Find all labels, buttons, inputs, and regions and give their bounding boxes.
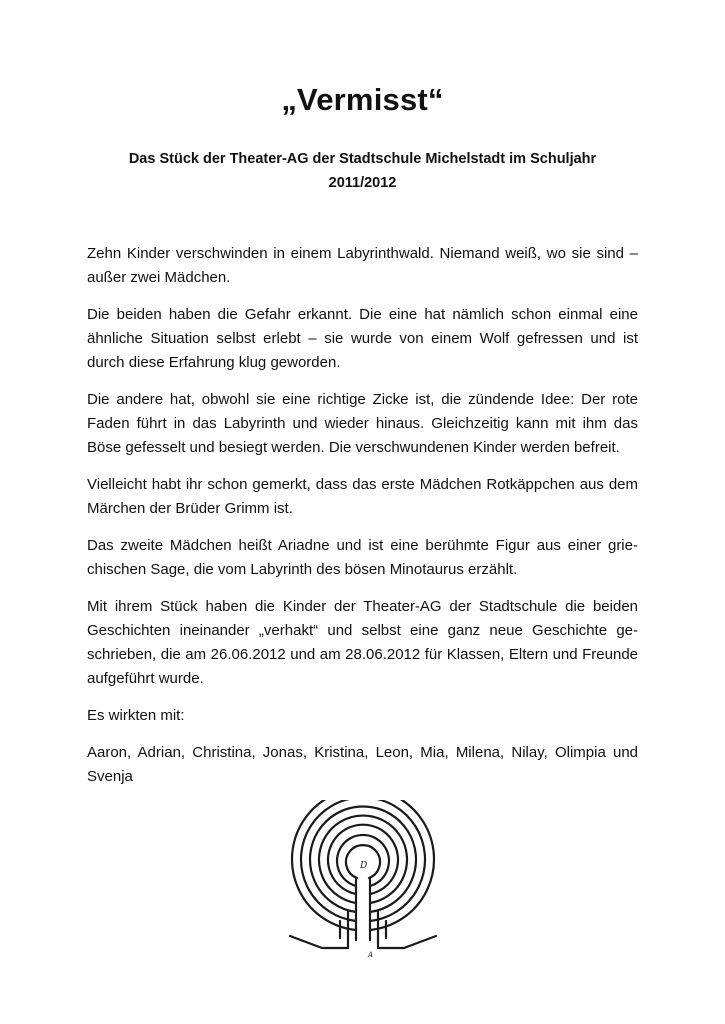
paragraph-ariadne: Das zweite Mädchen heißt Ariadne und ist eine berühmte Figur aus einer griechischen Sage, die vom Labyrinth des bösen Minotaurus erzählt. — [87, 537, 638, 578]
labyrinth-entrance-label: A — [368, 951, 374, 959]
paragraph-intro: Zehn Kinder verschwinden in einem Labyrinthwald. Niemand weiß, wo sie sind – außer zwei Mädchen. — [87, 245, 638, 286]
subtitle-line-1: Das Stück der Theater-AG der Stadtschule Michelstadt im Schuljahr — [128, 151, 597, 167]
paragraph-performance: Mit ihrem Stück haben die Kinder der Theater-AG der Stadtschule die beiden Geschichten ineinander „verhakt“ und selbst eine ganz neue Geschichte geschrieben, die am 26.06.2012 und am 28.06.2012 für Klassen, Eltern und Freunde aufgeführt wurde. — [87, 598, 638, 687]
paragraph-danger: Die beiden haben die Gefahr erkannt. Die eine hat nämlich schon einmal eine ähnliche Situation selbst erlebt – sie wurde von einem Wolf gefressen und ist durch diese Erfahrung klug geworden. — [87, 306, 638, 371]
document-title: „Vermisst“ — [281, 82, 444, 117]
document-body — [87, 242, 638, 802]
labyrinth-ring-4 — [319, 816, 407, 903]
paragraph-cast-names: Aaron, Adrian, Christina, Jonas, Kristina, Leon, Mia, Milena, Nilay, Olimpia und Svenja — [87, 744, 638, 785]
labyrinth-ring-3 — [310, 806, 416, 912]
labyrinth-icon — [282, 800, 444, 960]
document-subtitle — [100, 147, 625, 195]
paragraph-cast-heading: Es wirkten mit: — [87, 707, 185, 724]
paragraph-rotkaeppchen: Vielleicht habt ihr schon gemerkt, dass das erste Mädchen Rotkäppchen aus dem Märchen der Brüder Grimm ist. — [87, 476, 638, 517]
paragraph-idea: Die andere hat, obwohl sie eine richtige Zicke ist, die zündende Idee: Der rote Faden führt in das Labyrinth und wieder hinaus. Gleichzeitig kann mit ihm das Böse gefesselt und besiegt werden. Die verschwundenen Kinder werden befreit. — [87, 391, 638, 456]
subtitle-line-2: 2011/2012 — [328, 175, 397, 191]
labyrinth-center-label: D — [360, 861, 368, 871]
